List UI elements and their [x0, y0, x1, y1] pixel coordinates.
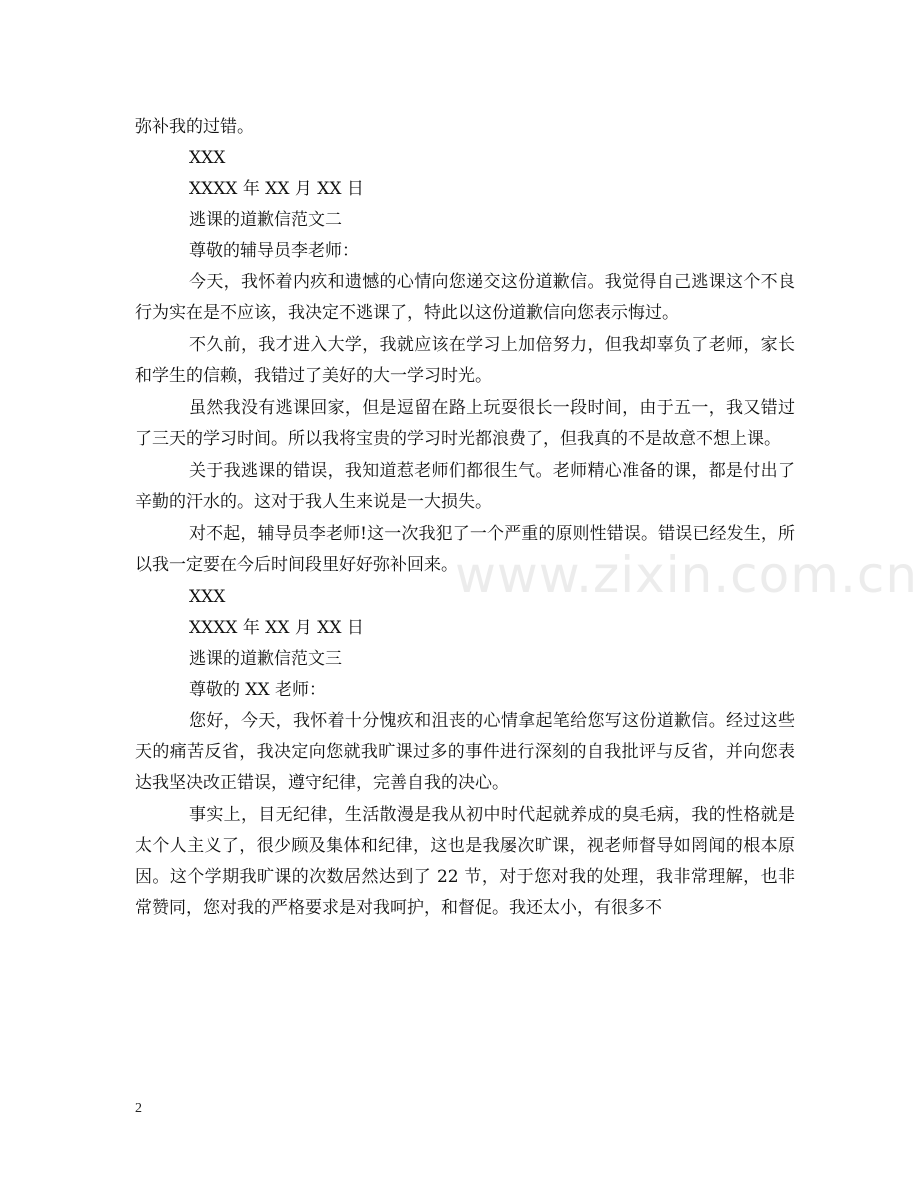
watermark: www.zixin.com.cn [455, 546, 919, 604]
paragraph: 今天，我怀着内疚和遗憾的心情向您递交这份道歉信。我觉得自己逃课这个不良行为实在是不应该，我决定不逃课了，特此以这份道歉信向您表示悔过。 [135, 272, 795, 323]
page-number: 2 [135, 1101, 142, 1116]
paragraph: 您好，今天，我怀着十分愧疚和沮丧的心情拿起笔给您写这份道歉信。经过这些天的痛苦反省，我决定向您就我旷课过多的事件进行深刻的自我批评与反省，并向您表达我坚决改正错误，遵守纪律，完善自我的决心。 [135, 711, 795, 793]
section-title: 逃课的道歉信范文二 [189, 210, 342, 230]
signature-date: XXXX 年 XX 月 XX 日 [189, 179, 364, 199]
paragraph: 事实上，目无纪律，生活散漫是我从初中时代起就养成的臭毛病，我的性格就是太个人主义了，很少顾及集体和纪律，这也是我屡次旷课，视老师督导如罔闻的根本原因。这个学期我旷课的次数居然达到了 22 节，对于您对我的处理，我非常理解，也非常赞同，您对我的严格要求是对我呵护，和督促。我还太小，有很多不 [135, 805, 795, 918]
signature-name: XXX [189, 148, 226, 168]
paragraph: 对不起，辅导员李老师!这一次我犯了一个严重的原则性错误。错误已经发生，所以我一定要在今后时间段里好好弥补回来。 [135, 524, 795, 575]
section-title: 逃课的道歉信范文三 [189, 649, 342, 669]
paragraph: 关于我逃课的错误，我知道惹老师们都很生气。老师精心准备的课，都是付出了辛勤的汗水的。这对于我人生来说是一大损失。 [135, 461, 795, 512]
signature-name: XXX [189, 587, 226, 607]
salutation: 尊敬的辅导员李老师： [189, 241, 359, 261]
text-line: 弥补我的过错。 [135, 117, 254, 137]
salutation: 尊敬的 XX 老师： [189, 680, 327, 700]
paragraph: 不久前，我才进入大学，我就应该在学习上加倍努力，但我却辜负了老师，家长和学生的信赖，我错过了美好的大一学习时光。 [135, 335, 795, 386]
signature-date: XXXX 年 XX 月 XX 日 [189, 618, 364, 638]
document-body [135, 112, 795, 925]
paragraph: 虽然我没有逃课回家，但是逗留在路上玩耍很长一段时间，由于五一，我又错过了三天的学习时间。所以我将宝贵的学习时光都浪费了，但我真的不是故意不想上课。 [135, 398, 795, 449]
